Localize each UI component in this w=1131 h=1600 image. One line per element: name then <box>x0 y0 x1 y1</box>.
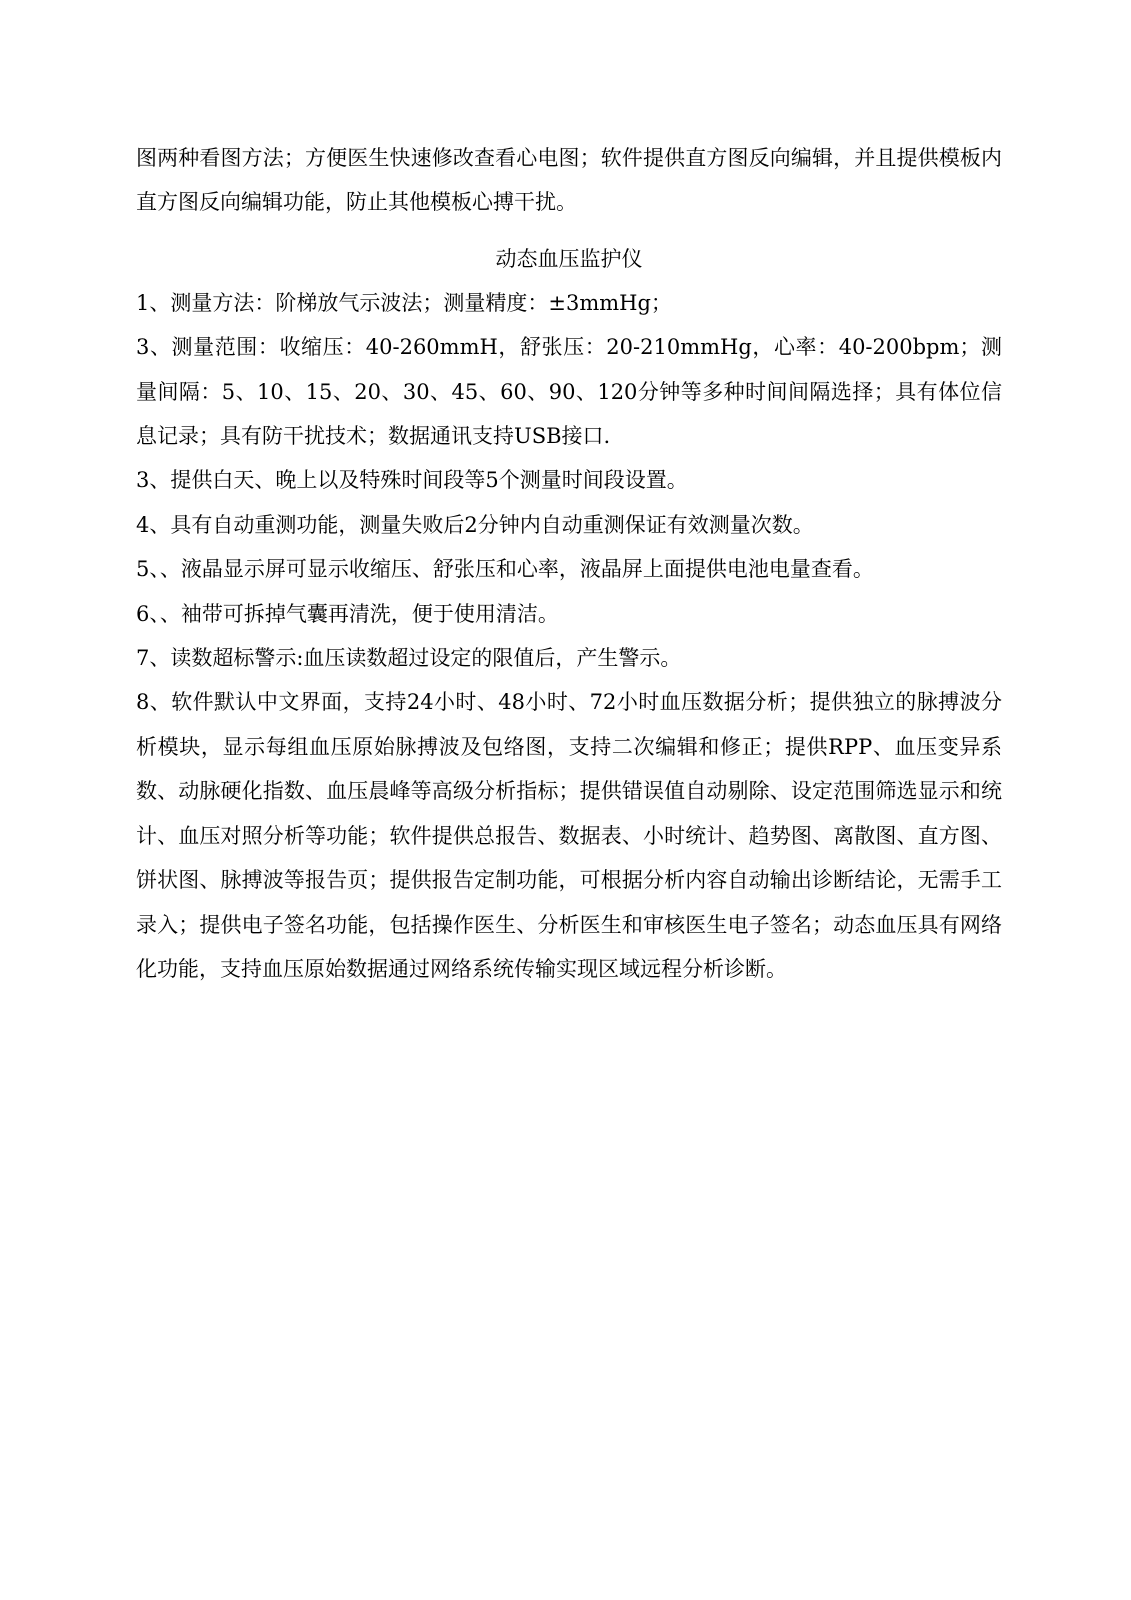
spec-item-4: 4、具有自动重测功能，测量失败后2分钟内自动重测保证有效测量次数。 <box>136 512 814 537</box>
spec-item-3: 3、提供白天、晚上以及特殊时间段等5个测量时间段设置。 <box>136 468 688 493</box>
spec-item-2: 3、测量范围：收缩压：40-260mmH，舒张压：20-210mmHg，心率：40-200bpm；测量间隔：5、10、15、20、30、45、60、90、120分钟等多种时间间隔选择；具有体位信息记录；具有防干扰技术；数据通讯支持USB接口. <box>136 335 1002 449</box>
intro-paragraph: 图两种看图方法；方便医生快速修改查看心电图；软件提供直方图反向编辑，并且提供模板内直方图反向编辑功能，防止其他模板心搏干扰。 <box>136 146 1002 215</box>
document-page <box>136 136 1002 991</box>
spec-item-6: 6、、袖带可拆掉气囊再清洗，便于使用清洁。 <box>136 601 559 626</box>
spec-item-7: 7、读数超标警示:血压读数超过设定的限值后，产生警示。 <box>136 646 682 671</box>
spec-item-8: 8、软件默认中文界面，支持24小时、48小时、72小时血压数据分析；提供独立的脉搏波分析模块，显示每组血压原始脉搏波及包络图，支持二次编辑和修正；提供RPP、血压变异系数、动脉硬化指数、血压晨峰等高级分析指标；提供错误值自动剔除、设定范围筛选显示和统计、血压对照分析等功能；软件提供总报告、数据表、小时统计、趋势图、离散图、直方图、饼状图、脉搏波等报告页；提供报告定制功能，可根据分析内容自动输出诊断结论，无需手工录入；提供电子签名功能，包括操作医生、分析医生和审核医生电子签名；动态血压具有网络化功能，支持血压原始数据通过网络系统传输实现区域远程分析诊断。 <box>136 690 1002 981</box>
section-heading: 动态血压监护仪 <box>495 246 643 271</box>
spec-item-5: 5、、液晶显示屏可显示收缩压、舒张压和心率，液晶屏上面提供电池电量查看。 <box>136 557 874 582</box>
spec-item-1: 1、测量方法：阶梯放气示波法；测量精度：±3mmHg； <box>136 290 672 315</box>
